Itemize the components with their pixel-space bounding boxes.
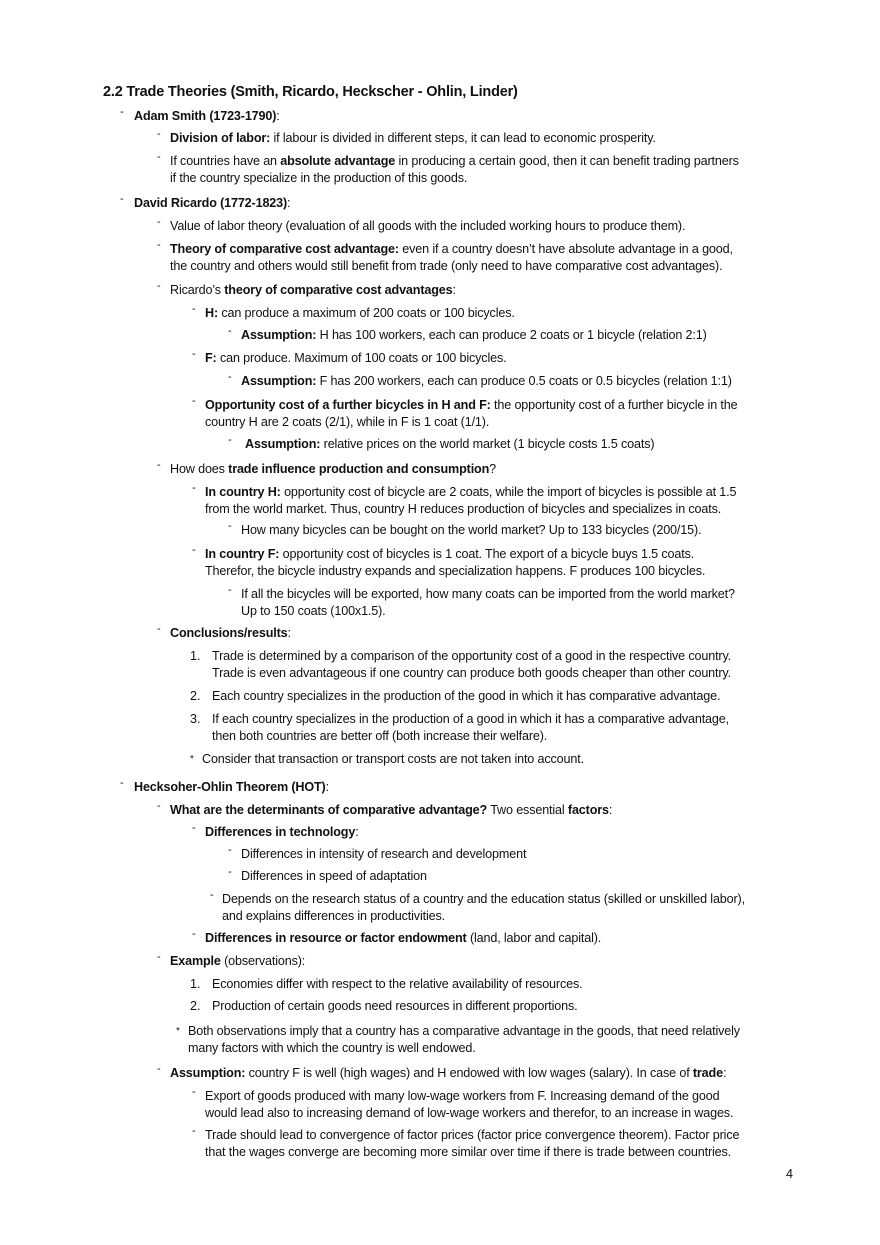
list-item — [205, 305, 515, 322]
bullet-dash: - — [192, 348, 196, 360]
text: : — [355, 825, 359, 839]
bold-text: Assumption: — [241, 328, 317, 342]
list-item — [205, 546, 705, 580]
list-item — [241, 846, 526, 863]
bullet-dash: - — [192, 928, 196, 940]
bold-text: Example — [170, 954, 221, 968]
bullet-dash: - — [157, 151, 161, 163]
bullet-dash: - — [157, 800, 161, 812]
text: H has 100 workers, each can produce 2 coats or 1 bicycle (relation 2:1) — [316, 328, 707, 342]
bullet-dash: - — [228, 434, 232, 446]
bold-text: Differences in resource or factor endowment — [205, 931, 467, 945]
list-item — [241, 373, 732, 390]
bold-text: H: — [205, 306, 218, 320]
text: Economies differ with respect to the relative availability of resources. — [212, 977, 583, 991]
list-item — [212, 976, 582, 993]
footnote-star: * — [190, 754, 194, 765]
bullet-dash: - — [228, 866, 232, 878]
list-item — [134, 195, 290, 212]
section-title: 2.2 Trade Theories (Smith, Ricardo, Heckscher - Ohlin, Linder) — [103, 84, 518, 100]
list-item — [245, 436, 654, 453]
bold-text: Conclusions/results — [170, 626, 288, 640]
text: Trade is determined by a comparison of the opportunity cost of a good in the respective country. Trade is even advantageous if one country can produce both goods cheaper than other country. — [212, 649, 732, 680]
list-item — [202, 751, 584, 768]
bullet-dash: - — [228, 371, 232, 383]
text: Ricardo’s — [170, 283, 225, 297]
text: in producing a certain good, then it can benefit trading partners if the country specialize in the production of this goods. — [170, 154, 739, 185]
text: ? — [489, 462, 496, 476]
text: If all the bicycles will be exported, how many coats can be imported from the world market? Up to 150 coats (100x1.5). — [241, 587, 735, 618]
list-item — [170, 461, 496, 478]
list-item — [205, 1127, 739, 1161]
list-item — [205, 930, 601, 947]
text: (observations): — [220, 954, 306, 968]
text: How many bicycles can be bought on the world market? Up to 133 bicycles (200/15). — [241, 523, 702, 537]
bold-text: Opportunity cost of a further bicycles in H and F: — [205, 398, 491, 412]
list-item — [205, 1088, 733, 1122]
bullet-dash: - — [157, 128, 161, 140]
bold-text: In country H: — [205, 485, 281, 499]
bullet-dash: - — [157, 216, 161, 228]
text: relative prices on the world market (1 bicycle costs 1.5 coats) — [320, 437, 655, 451]
text: How does — [170, 462, 229, 476]
bullet-dash: - — [120, 777, 124, 789]
bold-text: Assumption: — [245, 437, 321, 451]
bold-text: absolute advantage — [280, 154, 396, 168]
list-item — [170, 802, 612, 819]
list-item — [205, 397, 737, 431]
text: Each country specializes in the production of the good in which it has comparative advantage. — [212, 689, 721, 703]
text: : — [287, 196, 291, 210]
bullet-dash: - — [210, 889, 214, 901]
bullet-dash: - — [228, 520, 232, 532]
bold-text: David Ricardo (1772-1823) — [134, 196, 288, 210]
bullet-dash: - — [157, 951, 161, 963]
bullet-dash: - — [120, 106, 124, 118]
list-number: 3. — [190, 712, 201, 726]
list-item — [241, 586, 735, 620]
text: Both observations imply that a country has a comparative advantage in the goods, that need relatively many factors with which the country is well endowed. — [188, 1024, 740, 1055]
text: Depends on the research status of a country and the education status (skilled or unskilled labor), and explains differences in productivities. — [222, 892, 745, 923]
text: : — [325, 780, 329, 794]
text: if labour is divided in different steps, it can lead to economic prosperity. — [270, 131, 656, 145]
text: : — [722, 1066, 727, 1080]
bullet-dash: - — [192, 544, 196, 556]
list-item — [188, 1023, 740, 1057]
bold-text: F: — [205, 351, 217, 365]
text: Value of labor theory (evaluation of all goods with the included working hours to produce them). — [170, 219, 686, 233]
list-item — [222, 891, 745, 925]
text: Differences in speed of adaptation — [241, 869, 427, 883]
list-item — [212, 688, 720, 705]
list-item — [212, 998, 578, 1015]
list-item — [205, 350, 506, 367]
list-number: 2. — [190, 689, 201, 703]
text: Differences in intensity of research and development — [241, 847, 527, 861]
list-item — [170, 130, 656, 147]
bullet-dash: - — [228, 325, 232, 337]
bullet-dash: - — [157, 280, 161, 292]
bold-text: Differences in technology — [205, 825, 356, 839]
text: country F is well (high wages) and H endowed with low wages (salary). In case of — [245, 1066, 693, 1080]
list-item — [170, 218, 685, 235]
text: : — [608, 803, 613, 817]
list-item — [241, 327, 707, 344]
bullet-dash: - — [192, 1125, 196, 1137]
bullet-dash: - — [157, 1063, 161, 1075]
bullet-dash: - — [228, 844, 232, 856]
bold-text: Assumption: — [241, 374, 317, 388]
text: Consider that transaction or transport costs are not taken into account. — [202, 752, 584, 766]
bold-text: Assumption: — [170, 1066, 246, 1080]
list-item — [170, 282, 456, 299]
list-number: 1. — [190, 649, 201, 663]
list-item — [241, 868, 427, 885]
list-item — [205, 824, 359, 841]
text: Production of certain goods need resources in different proportions. — [212, 999, 578, 1013]
bullet-dash: - — [157, 239, 161, 251]
bold-text: theory of comparative cost advantages — [224, 283, 453, 297]
bullet-dash: - — [157, 623, 161, 635]
bullet-dash: - — [192, 395, 196, 407]
text: If countries have an — [170, 154, 281, 168]
page-number: 4 — [786, 1167, 794, 1181]
text: : — [276, 109, 280, 123]
list-number: 1. — [190, 977, 201, 991]
text: : — [287, 626, 291, 640]
bold-text: What are the determinants of comparative advantage? — [170, 803, 488, 817]
bold-text: Hecksoher-Ohlin Theorem (HOT) — [134, 780, 326, 794]
bullet-dash: - — [192, 1086, 196, 1098]
text: opportunity cost of bicycles is 1 coat. The export of a bicycle buys 1.5 coats. Therefor, the bicycle industry expands and specialization happens. F produces 100 bicycles. — [205, 547, 706, 578]
bullet-dash: - — [120, 193, 124, 205]
list-item — [134, 779, 329, 796]
bold-text: Adam Smith (1723-1790) — [134, 109, 277, 123]
list-item — [212, 711, 729, 745]
list-item — [170, 241, 733, 275]
list-item — [241, 522, 701, 539]
text: Trade should lead to convergence of factor prices (factor price convergence theorem). Factor price that the wages converge are becoming more similar over time if there is trade between countries. — [205, 1128, 740, 1159]
footnote-star: * — [176, 1026, 180, 1037]
bold-text: trade — [692, 1066, 723, 1080]
bullet-dash: - — [192, 822, 196, 834]
list-item — [170, 625, 291, 642]
list-item — [170, 153, 739, 187]
bullet-dash: - — [192, 303, 196, 315]
text: : — [452, 283, 456, 297]
text: can produce. Maximum of 100 coats or 100 bicycles. — [216, 351, 507, 365]
text: Export of goods produced with many low-wage workers from F. Increasing demand of the good would lead also to increasing demand of low-wage workers and therefor, to an increase in wages. — [205, 1089, 734, 1120]
bold-text: In country F: — [205, 547, 280, 561]
list-item — [212, 648, 731, 682]
list-number: 2. — [190, 999, 201, 1013]
text: If each country specializes in the production of a good in which it has a comparative advantage, then both countries are better off (both increase their welfare). — [212, 712, 729, 743]
bold-text: Division of labor: — [170, 131, 271, 145]
list-item — [134, 108, 280, 125]
text: Two essential — [487, 803, 568, 817]
bullet-dash: - — [157, 459, 161, 471]
text: (land, labor and capital). — [466, 931, 602, 945]
bold-text: factors — [567, 803, 609, 817]
bold-text: Theory of comparative cost advantage: — [170, 242, 399, 256]
list-item — [205, 484, 736, 518]
text: the opportunity cost of a further bicycle in the country H are 2 coats (2/1), while in F is 1 coat (1/1). — [205, 398, 738, 429]
bullet-dash: - — [192, 482, 196, 494]
bold-text: trade influence production and consumption — [228, 462, 490, 476]
bullet-dash: - — [228, 584, 232, 596]
text: F has 200 workers, each can produce 0.5 coats or 0.5 bicycles (relation 1:1) — [316, 374, 732, 388]
list-item — [170, 1065, 726, 1082]
list-item — [170, 953, 305, 970]
text: opportunity cost of bicycle are 2 coats, while the import of bicycles is possible at 1.5 from the world market. Thus, country H reduces production of bicycles and specializes in coats. — [205, 485, 737, 516]
text: can produce a maximum of 200 coats or 100 bicycles. — [218, 306, 515, 320]
text: even if a country doesn’t have absolute advantage in a good, the country and others would still benefit from trade (only need to have comparative cost advantages). — [170, 242, 733, 273]
